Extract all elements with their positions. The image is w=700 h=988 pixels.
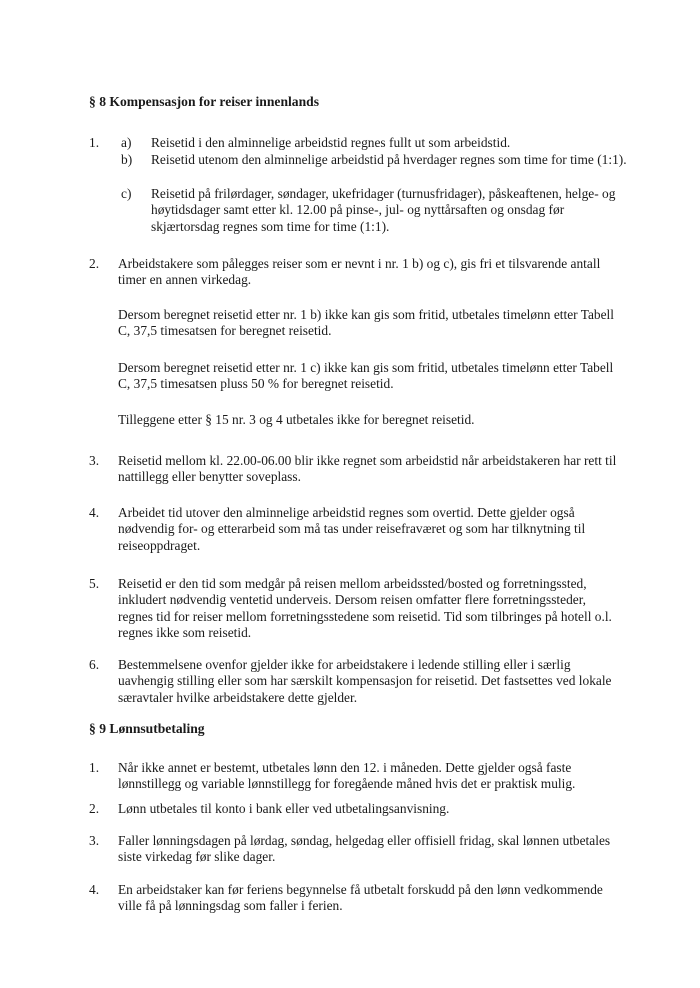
- s9-item-4-number: 4.: [89, 882, 100, 897]
- s8-item-1-number: 1.: [89, 135, 100, 150]
- section-8-heading: § 8 Kompensasjon for reiser innenlands: [89, 94, 319, 109]
- s8-item-2-paragraph-3: Dersom beregnet reisetid etter nr. 1 c) ikke kan gis som fritid, utbetales timelønn etter Tabell C, 37,5 timesatsen pluss 50 % for beregnet reisetid.: [118, 360, 614, 392]
- s8-item-4-text: Arbeidet tid utover den alminnelige arbeidstid regnes som overtid. Dette gjelder også nødvendig for- og etterarbeid som må tas under reisefraværet og som har tilknytning til reiseoppdraget.: [118, 505, 586, 553]
- s8-item-1c-text: Reisetid på frilørdager, søndager, ukefridager (turnusfridager), påskeaftenen, helge- og høytidsdager samt etter kl. 12.00 på pinse-, jul- og nyttårsaften og onsdag før skjærtorsdag regnes som time for time (1:1).: [151, 186, 616, 234]
- s8-item-2-paragraph-2: Dersom beregnet reisetid etter nr. 1 b) ikke kan gis som fritid, utbetales timelønn etter Tabell C, 37,5 timesatsen for beregnet reisetid.: [118, 307, 614, 339]
- s8-item-6-number: 6.: [89, 657, 100, 672]
- s8-item-1b-label: b): [121, 152, 133, 167]
- section-9-heading: § 9 Lønnsutbetaling: [89, 721, 205, 736]
- s8-item-5-text: Reisetid er den tid som medgår på reisen mellom arbeidssted/bosted og forretningssted, inkludert nødvendig ventetid underveis. Dersom reisen omfatter flere forretningssteder, regnes tid for reiser mellom forretningsstedene som reisetid. Tid som tilbringes på hotell o.l. regnes ikke som reisetid.: [118, 576, 612, 641]
- s9-item-4-text: En arbeidstaker kan før feriens begynnelse få utbetalt forskudd på den lønn vedkommende ville få på lønningsdag som faller i ferien.: [118, 882, 603, 914]
- s9-item-3-text: Faller lønningsdagen på lørdag, søndag, helgedag eller offisiell fridag, skal lønnen utbetales siste virkedag før slike dager.: [118, 833, 611, 865]
- s9-item-3-number: 3.: [89, 833, 100, 848]
- s8-item-2-paragraph-4: Tilleggene etter § 15 nr. 3 og 4 utbetales ikke for beregnet reisetid.: [118, 412, 475, 427]
- s8-item-2-text: Arbeidstakere som pålegges reiser som er nevnt i nr. 1 b) og c), gis fri et tilsvarende antall timer en annen virkedag.: [118, 256, 601, 288]
- s8-item-1c-label: c): [121, 186, 132, 201]
- s8-item-1b-text: Reisetid utenom den alminnelige arbeidstid på hverdager regnes som time for time (1:1).: [151, 152, 627, 167]
- s8-item-4-number: 4.: [89, 505, 100, 520]
- s9-item-2-number: 2.: [89, 801, 100, 816]
- s9-item-2-text: Lønn utbetales til konto i bank eller ved utbetalingsanvisning.: [118, 801, 450, 816]
- s8-item-1a-label: a): [121, 135, 132, 150]
- s8-item-6-text: Bestemmelsene ovenfor gjelder ikke for arbeidstakere i ledende stilling eller i særlig uavhengig stilling eller som har særskilt kompensasjon for reisetid. Det fastsettes ved lokale særavtaler hvilke arbeidstakere dette gjelder.: [118, 657, 612, 705]
- s8-item-3-number: 3.: [89, 453, 100, 468]
- s8-item-1a-text: Reisetid i den alminnelige arbeidstid regnes fullt ut som arbeidstid.: [151, 135, 511, 150]
- s8-item-2-number: 2.: [89, 256, 100, 271]
- s8-item-3-text: Reisetid mellom kl. 22.00-06.00 blir ikke regnet som arbeidstid når arbeidstakeren har rett til nattillegg eller benytter soveplass.: [118, 453, 617, 485]
- s8-item-5-number: 5.: [89, 576, 100, 591]
- s9-item-1-text: Når ikke annet er bestemt, utbetales lønn den 12. i måneden. Dette gjelder også faste lønnstillegg og variable lønnstillegg for foregående måned hvis det er praktisk mulig.: [118, 760, 576, 792]
- s9-item-1-number: 1.: [89, 760, 100, 775]
